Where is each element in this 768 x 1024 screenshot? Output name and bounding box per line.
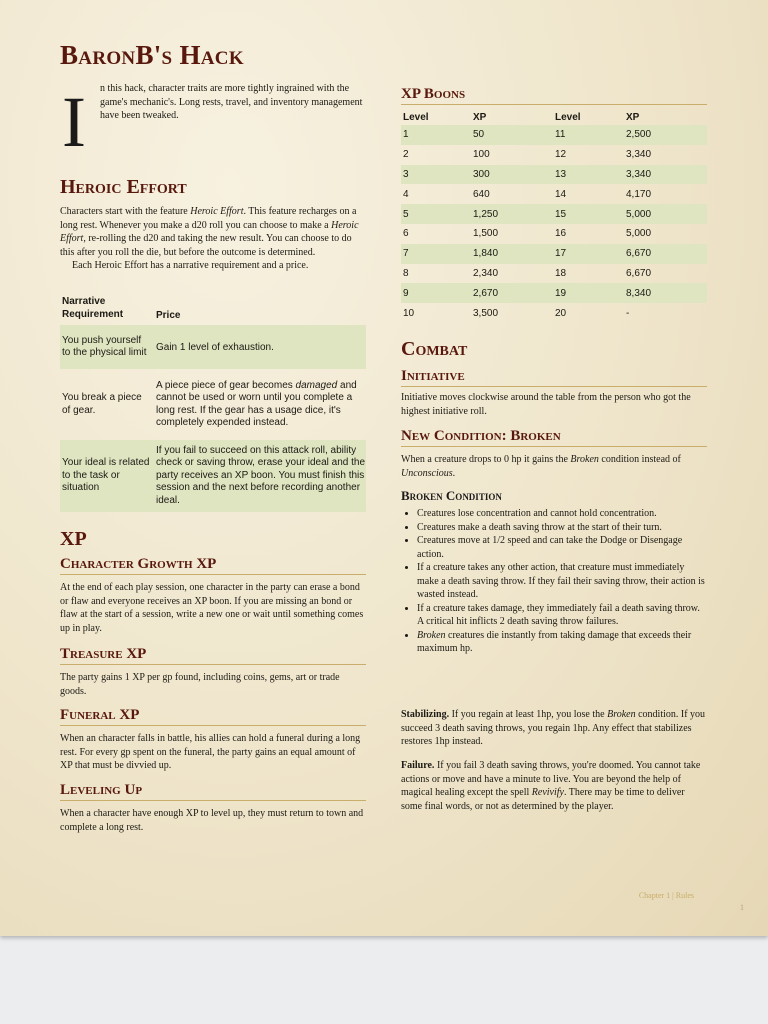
xp-cell: 5,000	[626, 208, 652, 220]
level-cell: 12	[555, 149, 567, 161]
broken-condition-heading: New Condition: Broken	[401, 428, 707, 447]
broken-em-1: Broken	[570, 454, 599, 465]
heroic-effort-heading: Heroic Effort	[60, 176, 187, 198]
xp-cell: 3,340	[626, 149, 652, 161]
broken-condition-text	[401, 453, 707, 480]
col-xp: XP	[473, 111, 487, 123]
list-item: • If a creature takes any other action, that creature must immediately make a death saving throw. If they fail their saving throw, their action is wasted instead.	[417, 561, 707, 602]
heroic-effort-paragraph	[60, 205, 366, 259]
xp-cell: 2,670	[473, 287, 499, 299]
xp-table-header	[401, 109, 707, 125]
list-item-em: Broken	[417, 629, 446, 641]
xp-cell: 6,670	[626, 267, 652, 279]
table-row	[401, 283, 707, 303]
level-cell: 11	[555, 129, 566, 141]
xp-boons-table	[401, 109, 707, 323]
xp-cell: 640	[473, 188, 490, 200]
table-row	[401, 303, 707, 323]
xp-boons-heading: XP Boons	[401, 86, 707, 105]
level-cell: 16	[555, 228, 567, 240]
heroic-effort-body	[60, 205, 366, 273]
character-growth-text: At the end of each play session, one character in the party can erase a bond or flaw and everyone receives an XP boon. If you are missing an bond or flaw at the start of a session, write a new one or wait until something comes up in play.	[60, 582, 364, 634]
col-level: Level	[403, 111, 429, 123]
xp-heading: XP	[60, 528, 87, 550]
stabilizing-text-a: If you regain at least 1hp, you lose the	[449, 709, 608, 720]
heroic-text-a: Characters start with the feature	[60, 206, 191, 217]
character-growth-heading: Character Growth XP	[60, 556, 366, 575]
treasure-xp-heading: Treasure XP	[60, 646, 366, 665]
page-footer: Chapter 1 | Rules	[638, 891, 694, 900]
narrative-table-header	[60, 295, 366, 325]
table-row	[401, 244, 707, 264]
level-cell: 3	[403, 168, 409, 180]
intro-text: n this hack, character traits are more tightly ingrained with the game's mechanic's. Long rests, travel, and inventory management have been tweaked.	[100, 83, 363, 121]
stabilizing-text-b: condition. If you succeed 3 death saving throws, you regain 1hp. Any effect that stabilizes restores 1hp instead.	[401, 709, 706, 747]
table-row	[401, 184, 707, 204]
level-cell: 15	[555, 208, 567, 220]
table-row	[60, 325, 366, 369]
leveling-up-text: When a character have enough XP to level up, they must return to town and complete a long rest.	[60, 808, 364, 833]
table-row	[60, 440, 366, 512]
level-cell: 6	[403, 228, 409, 240]
level-cell: 2	[403, 149, 409, 161]
xp-cell: 3,500	[473, 307, 499, 319]
table-row	[401, 125, 707, 145]
initiative-heading: Initiative	[401, 368, 707, 387]
drop-cap: I	[62, 82, 86, 162]
level-cell: 5	[403, 208, 409, 220]
list-item: • If a creature takes damage, they immediately fail a death saving throw. A critical hit inflicts 2 death saving throw failures.	[417, 602, 707, 629]
level-cell: 19	[555, 287, 567, 299]
broken-text-b: condition instead of	[598, 454, 681, 465]
narrative-table	[60, 295, 366, 512]
table-row	[401, 165, 707, 185]
page-title: BaronB's Hack	[60, 40, 244, 70]
failure-paragraph	[401, 759, 707, 813]
row-price: If you fail to succeed on this attack roll, ability check or saving throw, erase your ideal and the party receives an XP boon. You must finish this session and the next before recording another ideal.	[156, 444, 366, 506]
level-cell: 13	[555, 168, 567, 180]
xp-cell: 5,000	[626, 228, 652, 240]
failure-label: Failure.	[401, 760, 435, 771]
level-cell: 9	[403, 287, 409, 299]
level-cell: 20	[555, 307, 567, 319]
list-item: • Creatures move at 1/2 speed and can take the Dodge or Disengage action.	[417, 534, 707, 561]
price-text-a: A piece piece of gear becomes	[156, 379, 296, 391]
xp-cell: 1,250	[473, 208, 499, 220]
list-item-text: creatures die instantly from taking damage that exceeds their maximum hp.	[417, 629, 692, 654]
failure-em: Revivify	[531, 787, 564, 798]
level-cell: 17	[555, 248, 567, 260]
xp-cell: 1,500	[473, 228, 499, 240]
heroic-em-2: Heroic Effort	[60, 219, 359, 244]
stabilizing-label: Stabilizing.	[401, 709, 450, 720]
table-row	[401, 145, 707, 165]
level-cell: 1	[403, 129, 409, 141]
failure-text-a: If you fail 3 death saving throws, you're doomed. You cannot take actions or move and have a minute to live. You are beyond the help of magical healing except the spell	[401, 760, 701, 798]
broken-text-c: .	[452, 467, 456, 479]
xp-cell: 100	[473, 149, 490, 161]
level-cell: 14	[555, 188, 567, 200]
col-level: Level	[555, 111, 581, 123]
xp-cell: 2,340	[473, 267, 499, 279]
list-item	[417, 629, 707, 656]
xp-cell: 2,500	[626, 129, 652, 141]
level-cell: 8	[403, 267, 409, 279]
page-number: 1	[740, 903, 744, 912]
failure-text-b: . There may be time to deliver some final words, or not as determined by the player.	[401, 787, 685, 812]
funeral-xp-text: When an character falls in battle, his allies can hold a funeral during a long rest. For every gp spent on the funeral, the party gains an equal amount of XP that must be divvied up.	[60, 733, 361, 771]
xp-table-body	[401, 125, 707, 323]
stabilizing-paragraph	[401, 708, 707, 749]
broken-condition-list	[401, 507, 707, 656]
list-item: • Creatures make a death saving throw at the start of their turn.	[417, 521, 707, 535]
xp-cell: 6,670	[626, 248, 652, 260]
level-cell: 10	[403, 307, 415, 319]
xp-cell: 1,840	[473, 248, 499, 260]
xp-cell: 50	[473, 129, 485, 141]
combat-heading: Combat	[401, 338, 468, 360]
row-price	[150, 380, 366, 430]
funeral-xp-heading: Funeral XP	[60, 707, 366, 726]
broken-list-heading: Broken Condition	[401, 488, 502, 503]
xp-cell: 8,340	[626, 287, 652, 299]
stabilizing-em: Broken	[607, 709, 636, 720]
heroic-effort-note: Each Heroic Effort has a narrative requirement and a price.	[72, 260, 309, 271]
col-price: Price	[156, 310, 181, 321]
price-em: damaged	[295, 379, 338, 391]
col-narrative-requirement: Narrative Requirement	[62, 296, 124, 320]
heroic-text-c: , re-rolling the d20 and taking the new result. You can choose to do this after you roll the die, but before the outcome is determined.	[60, 233, 352, 258]
col-xp: XP	[626, 111, 640, 123]
initiative-text: Initiative moves clockwise around the table from the person who got the highest initiative roll.	[401, 392, 691, 417]
broken-em-2: Unconscious	[401, 467, 453, 479]
table-row	[401, 264, 707, 284]
level-cell: 7	[403, 248, 409, 260]
table-row	[401, 224, 707, 244]
list-item: • Creatures lose concentration and cannot hold concentration.	[417, 507, 707, 521]
xp-cell: 4,170	[626, 188, 652, 200]
row-requirement: You break a piece of gear.	[62, 392, 142, 416]
row-requirement: You push yourself to the physical limit	[62, 334, 147, 358]
heroic-text-b: . This feature recharges on a long rest. Whenever you make a d20 roll you can choose to make a	[60, 206, 357, 231]
xp-cell: 3,340	[626, 168, 652, 180]
level-cell: 4	[403, 188, 409, 200]
xp-cell: 300	[473, 168, 490, 180]
price-text-b: and cannot be used or worn until you complete a long rest. If the gear has a usage dice, it's completely expended instead.	[156, 379, 357, 428]
treasure-xp-text: The party gains 1 XP per gp found, including coins, gems, art or trade goods.	[60, 672, 340, 697]
table-row	[401, 204, 707, 224]
broken-text-a: When a creature drops to 0 hp it gains the	[401, 454, 571, 465]
leveling-up-heading: Leveling Up	[60, 782, 366, 801]
level-cell: 18	[555, 267, 567, 279]
heroic-em-1: Heroic Effort	[190, 206, 244, 217]
table-row	[60, 369, 366, 440]
row-price: Gain 1 level of exhaustion.	[156, 341, 274, 353]
xp-cell: -	[626, 307, 630, 319]
row-requirement: Your ideal is related to the task or situation	[62, 457, 150, 494]
